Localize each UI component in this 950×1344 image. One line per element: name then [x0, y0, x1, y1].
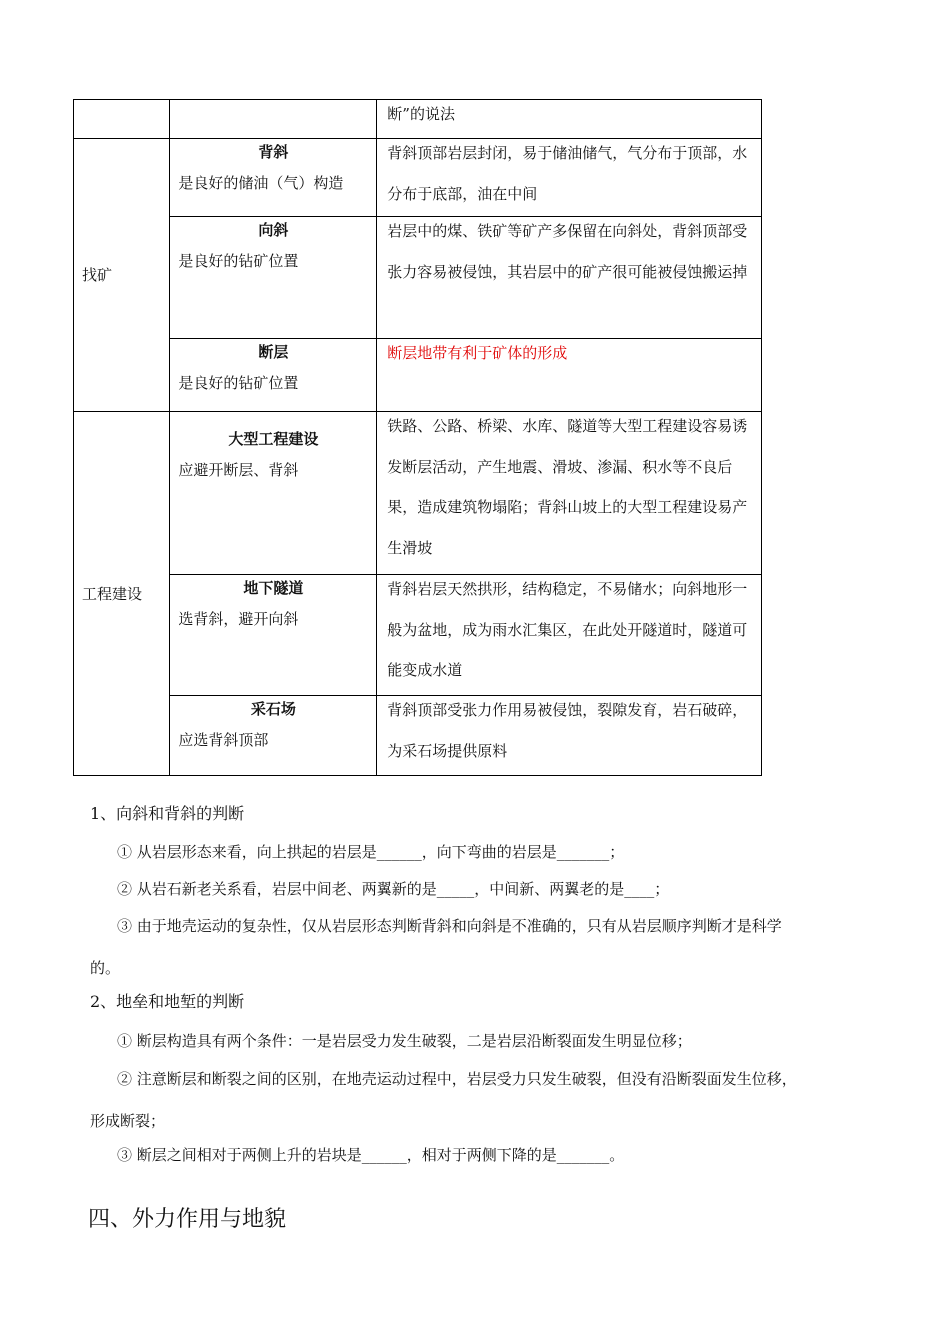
table-row	[74, 339, 762, 412]
explanation-text: 铁路、公路、桥梁、水库、隧道等大型工程建设容易诱发断层活动，产生地震、滑坡、渗漏、积水等不良后果，造成建筑物塌陷；背斜山坡上的大型工程建设易产生滑坡	[387, 417, 748, 557]
structure-note: 选背斜，避开向斜	[178, 610, 299, 628]
structure-cell	[170, 575, 377, 696]
table-row	[74, 139, 762, 217]
section2-item-3: ③ 断层之间相对于两侧上升的岩块是______，相对于两侧下降的是_______。	[117, 1146, 625, 1164]
table-row	[74, 696, 762, 776]
table-row	[74, 217, 762, 339]
structure-cell	[170, 412, 377, 575]
structure-name: 采石场	[250, 700, 296, 718]
explanation-text: 背斜岩层天然拱形，结构稳定，不易储水；向斜地形一般为盆地，成为雨水汇集区，在此处开隧道时，隧道可能变成水道	[387, 580, 748, 679]
section1-item-3: ③ 由于地壳运动的复杂性，仅从岩层形态判断背斜和向斜是不准确的，只有从岩层顺序判断才是科学	[117, 917, 782, 935]
structure-cell	[170, 139, 377, 217]
explanation-text: 背斜顶部受张力作用易被侵蚀，裂隙发育，岩石破碎，为采石场提供原料	[387, 701, 748, 760]
explanation-text-highlight: 断层地带有利于矿体的形成	[387, 344, 568, 362]
section1-item-1: ① 从岩层形态来看，向上拱起的岩层是______，向下弯曲的岩层是_______；	[117, 843, 625, 861]
explanation-cell	[377, 339, 762, 412]
explanation-cell	[377, 696, 762, 776]
structure-name: 背斜	[258, 143, 289, 161]
structure-note: 是良好的钻矿位置	[178, 252, 299, 270]
section2-item-2-cont: 形成断裂；	[90, 1112, 166, 1130]
table-row	[74, 412, 762, 575]
explanation-text: 背斜顶部岩层封闭，易于储油储气，气分布于顶部，水分布于底部，油在中间	[387, 144, 748, 203]
structure-note: 应选背斜顶部	[178, 731, 269, 749]
structure-note: 是良好的钻矿位置	[178, 374, 299, 392]
category-label: 工程建设	[82, 584, 143, 603]
section2-item-2: ② 注意断层和断裂之间的区别，在地壳运动过程中，岩层受力只发生破裂，但没有沿断裂面发生位移，	[117, 1070, 797, 1088]
section1-item-2: ② 从岩石新老关系看，岩层中间老、两翼新的是_____，中间新、两翼老的是____；	[117, 880, 670, 898]
explanation-cell	[377, 217, 762, 339]
explanation-cell	[377, 139, 762, 217]
section1-title: 1、向斜和背斜的判断	[90, 804, 245, 823]
section2-item-1: ① 断层构造具有两个条件：一是岩层受力发生破裂，二是岩层沿断裂面发生明显位移；	[117, 1032, 692, 1050]
explanation-text: 断”的说法	[387, 105, 455, 123]
section2-title: 2、地垒和地堑的判断	[90, 992, 245, 1011]
structure-cell	[170, 696, 377, 776]
structure-note: 应避开断层、背斜	[178, 461, 299, 479]
structure-note: 是良好的储油（气）构造	[178, 174, 344, 192]
table-row	[74, 575, 762, 696]
section-heading-4: 四、外力作用与地貌	[88, 1207, 287, 1232]
section1-item-3-cont: 的。	[90, 959, 121, 977]
explanation-cell	[377, 412, 762, 575]
structure-name: 向斜	[258, 221, 289, 239]
structure-name: 大型工程建设	[228, 430, 319, 448]
explanation-cell	[377, 575, 762, 696]
category-label: 找矿	[82, 266, 113, 284]
category-cell	[74, 100, 170, 139]
structure-cell	[170, 217, 377, 339]
structure-cell	[170, 100, 377, 139]
structure-name: 地下隧道	[243, 579, 304, 597]
category-mining	[74, 139, 170, 412]
structure-cell	[170, 339, 377, 412]
structure-name: 断层	[258, 343, 289, 361]
explanation-text: 岩层中的煤、铁矿等矿产多保留在向斜处，背斜顶部受张力容易被侵蚀，其岩层中的矿产很可能被侵蚀搬运掉	[387, 222, 748, 281]
category-engineering	[74, 412, 170, 776]
geology-application-table	[73, 99, 762, 776]
